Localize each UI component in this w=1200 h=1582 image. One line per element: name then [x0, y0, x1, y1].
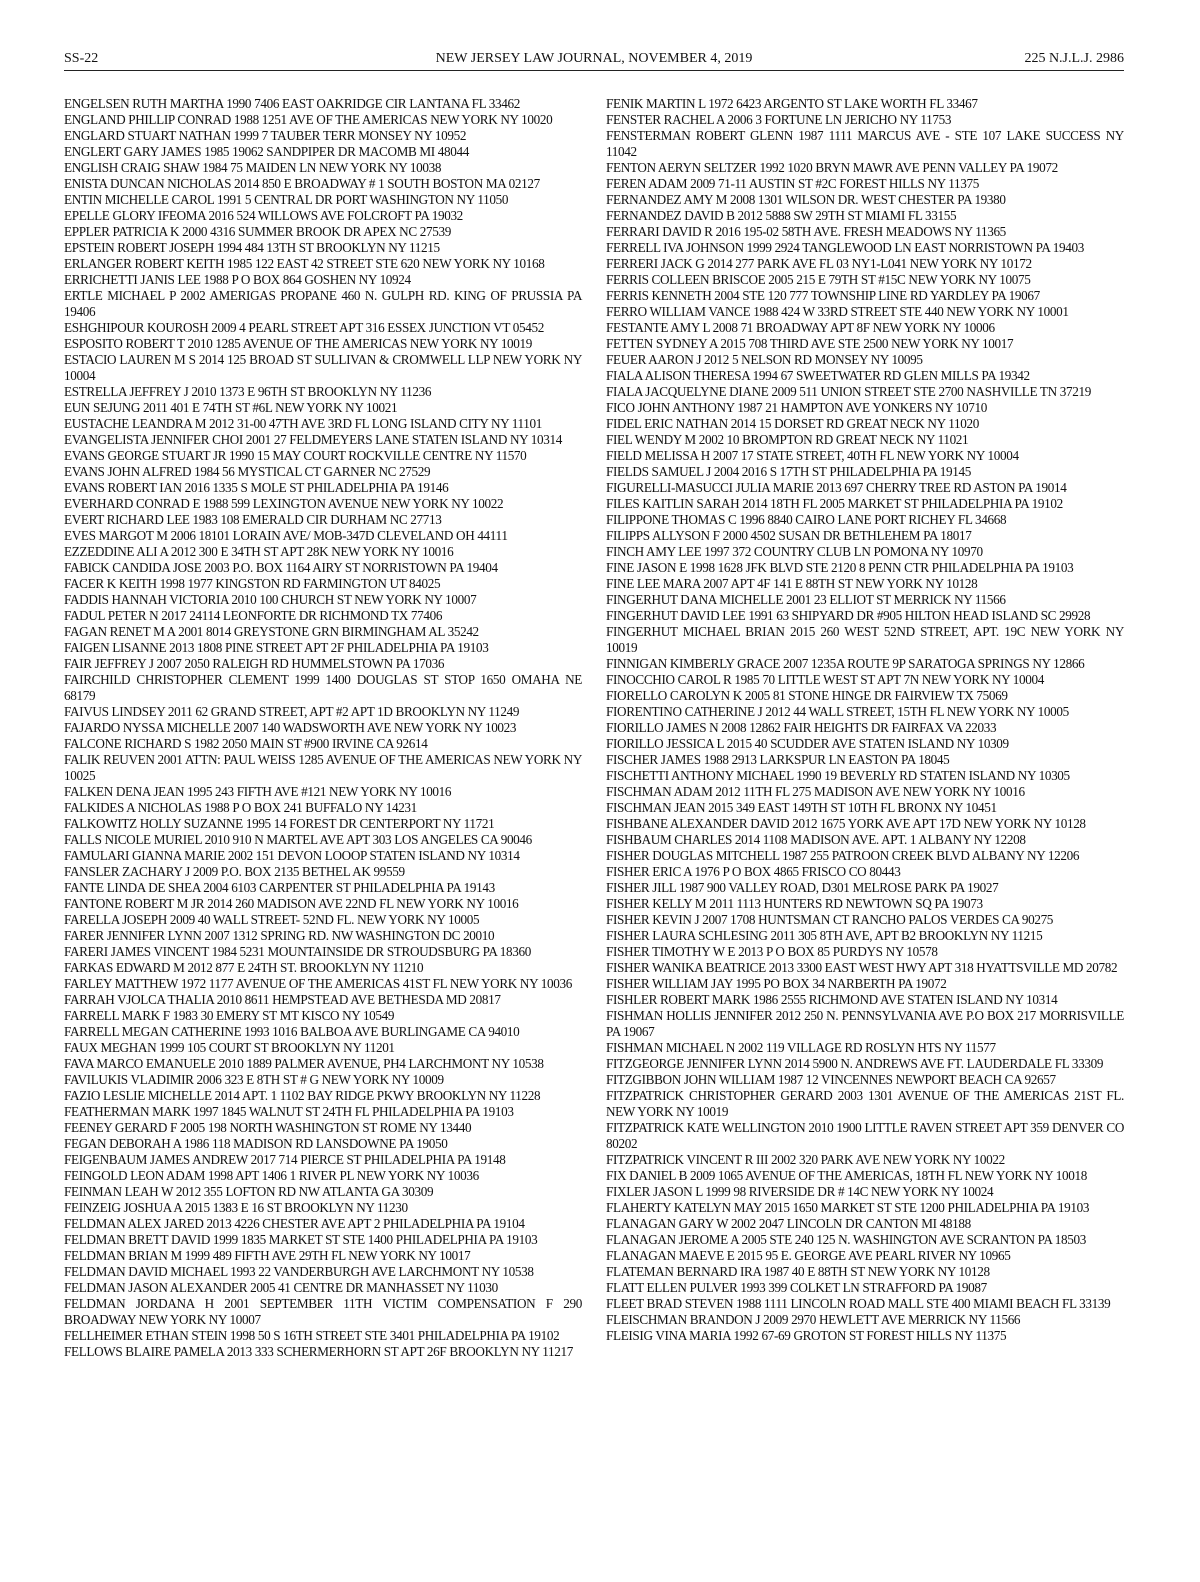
attorney-entry: FIORELLO CAROLYN K 2005 81 STONE HINGE DR FAIRVIEW TX 75069 [606, 688, 1008, 703]
attorney-entry: FETTEN SYDNEY A 2015 708 THIRD AVE STE 2500 NEW YORK NY 10017 [606, 336, 1014, 351]
attorney-entry: FILIPPS ALLYSON F 2000 4502 SUSAN DR BETHLEHEM PA 18017 [606, 528, 972, 543]
attorney-entry: FISCHER JAMES 1988 2913 LARKSPUR LN EASTON PA 18045 [606, 752, 950, 767]
attorney-entry: FLEISIG VINA MARIA 1992 67-69 GROTON ST FOREST HILLS NY 11375 [606, 1328, 1007, 1343]
publication-title: NEW JERSEY LAW JOURNAL, NOVEMBER 4, 2019 [435, 51, 753, 66]
attorney-entry: FIGURELLI-MASUCCI JULIA MARIE 2013 697 CHERRY TREE RD ASTON PA 19014 [606, 480, 1067, 495]
attorney-entry: ENGLARD STUART NATHAN 1999 7 TAUBER TERR MONSEY NY 10952 [64, 128, 467, 143]
attorney-entry: FINE JASON E 1998 1628 JFK BLVD STE 2120 8 PENN CTR PHILADELPHIA PA 19103 [606, 560, 1074, 575]
attorney-entry: ERLANGER ROBERT KEITH 1985 122 EAST 42 STREET STE 620 NEW YORK NY 10168 [64, 256, 545, 271]
attorney-entry: FARRAH VJOLCA THALIA 2010 8611 HEMPSTEAD AVE BETHESDA MD 20817 [64, 992, 501, 1007]
attorney-entry: FINE LEE MARA 2007 APT 4F 141 E 88TH ST NEW YORK NY 10128 [606, 576, 978, 591]
attorney-entry: FILIPPONE THOMAS C 1996 8840 CAIRO LANE PORT RICHEY FL 34668 [606, 512, 1007, 527]
attorney-entry: FARER JENNIFER LYNN 2007 1312 SPRING RD. NW WASHINGTON DC 20010 [64, 928, 495, 943]
attorney-entry: FANSLER ZACHARY J 2009 P.O. BOX 2135 BETHEL AK 99559 [64, 864, 405, 879]
attorney-entry: FAIR JEFFREY J 2007 2050 RALEIGH RD HUMMELSTOWN PA 17036 [64, 656, 445, 671]
attorney-entry: FLANAGAN GARY W 2002 2047 LINCOLN DR CANTON MI 48188 [606, 1216, 971, 1231]
attorney-entry: FIELDS SAMUEL J 2004 2016 S 17TH ST PHILADELPHIA PA 19145 [606, 464, 971, 479]
attorney-entry: FALKEN DENA JEAN 1995 243 FIFTH AVE #121 NEW YORK NY 10016 [64, 784, 452, 799]
attorney-entry: FENSTERMAN ROBERT GLENN 1987 1111 MARCUS AVE - STE 107 LAKE SUCCESS NY 11042 [606, 128, 1124, 159]
left-column [64, 96, 582, 1360]
attorney-entry: FISHER JILL 1987 900 VALLEY ROAD, D301 MELROSE PARK PA 19027 [606, 880, 999, 895]
attorney-entry: FAIGEN LISANNE 2013 1808 PINE STREET APT 2F PHILADELPHIA PA 19103 [64, 640, 489, 655]
attorney-entry: FIALA JACQUELYNE DIANE 2009 511 UNION STREET STE 2700 NASHVILLE TN 37219 [606, 384, 1091, 399]
attorney-entry: FILES KAITLIN SARAH 2014 18TH FL 2005 MARKET ST PHILADELPHIA PA 19102 [606, 496, 1063, 511]
attorney-entry: FLEET BRAD STEVEN 1988 1111 LINCOLN ROAD MALL STE 400 MIAMI BEACH FL 33139 [606, 1296, 1111, 1311]
attorney-entry: EUN SEJUNG 2011 401 E 74TH ST #6L NEW YORK NY 10021 [64, 400, 398, 415]
attorney-entry: EVANGELISTA JENNIFER CHOI 2001 27 FELDMEYERS LANE STATEN ISLAND NY 10314 [64, 432, 562, 447]
attorney-entry: FISHER DOUGLAS MITCHELL 1987 255 PATROON CREEK BLVD ALBANY NY 12206 [606, 848, 1080, 863]
attorney-entry: FARELLA JOSEPH 2009 40 WALL STREET- 52ND FL. NEW YORK NY 10005 [64, 912, 480, 927]
attorney-entry: FEUER AARON J 2012 5 NELSON RD MONSEY NY 10095 [606, 352, 923, 367]
attorney-entry: ENISTA DUNCAN NICHOLAS 2014 850 E BROADWAY # 1 SOUTH BOSTON MA 02127 [64, 176, 540, 191]
attorney-entry: FARKAS EDWARD M 2012 877 E 24TH ST. BROOKLYN NY 11210 [64, 960, 424, 975]
attorney-entry: FENTON AERYN SELTZER 1992 1020 BRYN MAWR AVE PENN VALLEY PA 19072 [606, 160, 1058, 175]
attorney-entry: FAVILUKIS VLADIMIR 2006 323 E 8TH ST # G NEW YORK NY 10009 [64, 1072, 444, 1087]
attorney-entry: FIELD MELISSA H 2007 17 STATE STREET, 40TH FL NEW YORK NY 10004 [606, 448, 1019, 463]
attorney-entry: FERRIS COLLEEN BRISCOE 2005 215 E 79TH ST #15C NEW YORK NY 10075 [606, 272, 1031, 287]
attorney-entry: FAUX MEGHAN 1999 105 COURT ST BROOKLYN NY 11201 [64, 1040, 395, 1055]
attorney-entry: FELLHEIMER ETHAN STEIN 1998 50 S 16TH STREET STE 3401 PHILADELPHIA PA 19102 [64, 1328, 560, 1343]
attorney-entry: FISHBAUM CHARLES 2014 1108 MADISON AVE. APT. 1 ALBANY NY 12208 [606, 832, 1026, 847]
attorney-entry: FAZIO LESLIE MICHELLE 2014 APT. 1 1102 BAY RIDGE PKWY BROOKLYN NY 11228 [64, 1088, 541, 1103]
attorney-entry: FEIGENBAUM JAMES ANDREW 2017 714 PIERCE ST PHILADELPHIA PA 19148 [64, 1152, 506, 1167]
attorney-entry: FERRELL IVA JOHNSON 1999 2924 TANGLEWOOD LN EAST NORRISTOWN PA 19403 [606, 240, 1085, 255]
attorney-entry: FABICK CANDIDA JOSE 2003 P.O. BOX 1164 AIRY ST NORRISTOWN PA 19404 [64, 560, 498, 575]
attorney-entry: FLAHERTY KATELYN MAY 2015 1650 MARKET ST STE 1200 PHILADELPHIA PA 19103 [606, 1200, 1090, 1215]
attorney-entry: EPSTEIN ROBERT JOSEPH 1994 484 13TH ST BROOKLYN NY 11215 [64, 240, 440, 255]
attorney-entry: FARRELL MARK F 1983 30 EMERY ST MT KISCO NY 10549 [64, 1008, 395, 1023]
attorney-entry: EVANS JOHN ALFRED 1984 56 MYSTICAL CT GARNER NC 27529 [64, 464, 431, 479]
attorney-entry: EVERT RICHARD LEE 1983 108 EMERALD CIR DURHAM NC 27713 [64, 512, 442, 527]
attorney-entry: EVANS ROBERT IAN 2016 1335 S MOLE ST PHILADELPHIA PA 19146 [64, 480, 449, 495]
attorney-entry: FELDMAN ALEX JARED 2013 4226 CHESTER AVE APT 2 PHILADELPHIA PA 19104 [64, 1216, 525, 1231]
attorney-entry: FAVA MARCO EMANUELE 2010 1889 PALMER AVENUE, PH4 LARCHMONT NY 10538 [64, 1056, 544, 1071]
attorney-entry: FLATT ELLEN PULVER 1993 399 COLKET LN STRAFFORD PA 19087 [606, 1280, 987, 1295]
attorney-entry: ESPOSITO ROBERT T 2010 1285 AVENUE OF THE AMERICAS NEW YORK NY 10019 [64, 336, 533, 351]
attorney-entry: FICO JOHN ANTHONY 1987 21 HAMPTON AVE YONKERS NY 10710 [606, 400, 988, 415]
attorney-entry: EZZEDDINE ALI A 2012 300 E 34TH ST APT 28K NEW YORK NY 10016 [64, 544, 454, 559]
attorney-entry: FITZGEORGE JENNIFER LYNN 2014 5900 N. ANDREWS AVE FT. LAUDERDALE FL 33309 [606, 1056, 1104, 1071]
attorney-entry: FIEL WENDY M 2002 10 BROMPTON RD GREAT NECK NY 11021 [606, 432, 969, 447]
attorney-entry: FEREN ADAM 2009 71-11 AUSTIN ST #2C FOREST HILLS NY 11375 [606, 176, 980, 191]
attorney-entry: EPPLER PATRICIA K 2000 4316 SUMMER BROOK DR APEX NC 27539 [64, 224, 451, 239]
attorney-entry: FIORILLO JAMES N 2008 12862 FAIR HEIGHTS DR FAIRFAX VA 22033 [606, 720, 997, 735]
attorney-entry: ENTIN MICHELLE CAROL 1991 5 CENTRAL DR PORT WASHINGTON NY 11050 [64, 192, 509, 207]
attorney-entry: FISHER KELLY M 2011 1113 HUNTERS RD NEWTOWN SQ PA 19073 [606, 896, 983, 911]
attorney-entry: FINCH AMY LEE 1997 372 COUNTRY CLUB LN POMONA NY 10970 [606, 544, 983, 559]
attorney-entry: FEGAN DEBORAH A 1986 118 MADISON RD LANSDOWNE PA 19050 [64, 1136, 448, 1151]
attorney-entry: ERRICHETTI JANIS LEE 1988 P O BOX 864 GOSHEN NY 10924 [64, 272, 411, 287]
attorney-entry: FEATHERMAN MARK 1997 1845 WALNUT ST 24TH FL PHILADELPHIA PA 19103 [64, 1104, 514, 1119]
attorney-entry: EVES MARGOT M 2006 18101 LORAIN AVE/ MOB-347D CLEVELAND OH 44111 [64, 528, 508, 543]
page-header [64, 50, 1124, 71]
attorney-entry: FAIRCHILD CHRISTOPHER CLEMENT 1999 1400 DOUGLAS ST STOP 1650 OMAHA NE 68179 [64, 672, 582, 703]
attorney-entry: FANTE LINDA DE SHEA 2004 6103 CARPENTER ST PHILADELPHIA PA 19143 [64, 880, 495, 895]
attorney-entry: FALKOWITZ HOLLY SUZANNE 1995 14 FOREST DR CENTERPORT NY 11721 [64, 816, 495, 831]
attorney-entry: FIDEL ERIC NATHAN 2014 15 DORSET RD GREAT NECK NY 11020 [606, 416, 979, 431]
attorney-entry: FISHER TIMOTHY W E 2013 P O BOX 85 PURDYS NY 10578 [606, 944, 938, 959]
attorney-entry: FITZPATRICK CHRISTOPHER GERARD 2003 1301 AVENUE OF THE AMERICAS 21ST FL. NEW YORK NY 10019 [606, 1088, 1124, 1119]
attorney-entry: FISCHMAN JEAN 2015 349 EAST 149TH ST 10TH FL BRONX NY 10451 [606, 800, 997, 815]
attorney-entry: FELDMAN JASON ALEXANDER 2005 41 CENTRE DR MANHASSET NY 11030 [64, 1280, 498, 1295]
attorney-entry: FIXLER JASON L 1999 98 RIVERSIDE DR # 14C NEW YORK NY 10024 [606, 1184, 994, 1199]
attorney-entry: FISCHETTI ANTHONY MICHAEL 1990 19 BEVERLY RD STATEN ISLAND NY 10305 [606, 768, 1070, 783]
attorney-entry: FEINZEIG JOSHUA A 2015 1383 E 16 ST BROOKLYN NY 11230 [64, 1200, 408, 1215]
attorney-entry: FIALA ALISON THERESA 1994 67 SWEETWATER RD GLEN MILLS PA 19342 [606, 368, 1030, 383]
attorney-entry: FISHER LAURA SCHLESING 2011 305 8TH AVE, APT B2 BROOKLYN NY 11215 [606, 928, 1043, 943]
attorney-entry: EVERHARD CONRAD E 1988 599 LEXINGTON AVENUE NEW YORK NY 10022 [64, 496, 504, 511]
attorney-entry: FAGAN RENET M A 2001 8014 GREYSTONE GRN BIRMINGHAM AL 35242 [64, 624, 479, 639]
attorney-entry: FERRO WILLIAM VANCE 1988 424 W 33RD STREET STE 440 NEW YORK NY 10001 [606, 304, 1069, 319]
attorney-entry: FINOCCHIO CAROL R 1985 70 LITTLE WEST ST APT 7N NEW YORK NY 10004 [606, 672, 1044, 687]
attorney-entry: FAIVUS LINDSEY 2011 62 GRAND STREET, APT #2 APT 1D BROOKLYN NY 11249 [64, 704, 520, 719]
citation: 225 N.J.L.J. 2986 [1024, 51, 1124, 66]
attorney-entry: FINGERHUT DAVID LEE 1991 63 SHIPYARD DR #905 HILTON HEAD ISLAND SC 29928 [606, 608, 1091, 623]
attorney-entry: FIORENTINO CATHERINE J 2012 44 WALL STREET, 15TH FL NEW YORK NY 10005 [606, 704, 1069, 719]
attorney-entry: FERNANDEZ AMY M 2008 1301 WILSON DR. WEST CHESTER PA 19380 [606, 192, 1006, 207]
attorney-entry: FITZPATRICK KATE WELLINGTON 2010 1900 LITTLE RAVEN STREET APT 359 DENVER CO 80202 [606, 1120, 1124, 1151]
attorney-entry: EVANS GEORGE STUART JR 1990 15 MAY COURT ROCKVILLE CENTRE NY 11570 [64, 448, 527, 463]
attorney-entry: FEINMAN LEAH W 2012 355 LOFTON RD NW ATLANTA GA 30309 [64, 1184, 434, 1199]
attorney-entry: ENGELSEN RUTH MARTHA 1990 7406 EAST OAKRIDGE CIR LANTANA FL 33462 [64, 96, 521, 111]
attorney-entry: FENIK MARTIN L 1972 6423 ARGENTO ST LAKE WORTH FL 33467 [606, 96, 978, 111]
attorney-entry: FLANAGAN JEROME A 2005 STE 240 125 N. WASHINGTON AVE SCRANTON PA 18503 [606, 1232, 1086, 1247]
attorney-entry: EUSTACHE LEANDRA M 2012 31-00 47TH AVE 3RD FL LONG ISLAND CITY NY 11101 [64, 416, 543, 431]
attorney-entry: FADDIS HANNAH VICTORIA 2010 100 CHURCH ST NEW YORK NY 10007 [64, 592, 477, 607]
attorney-entry: ENGLISH CRAIG SHAW 1984 75 MAIDEN LN NEW YORK NY 10038 [64, 160, 442, 175]
attorney-entry: FIX DANIEL B 2009 1065 AVENUE OF THE AMERICAS, 18TH FL NEW YORK NY 10018 [606, 1168, 1087, 1183]
attorney-entry: FANTONE ROBERT M JR 2014 260 MADISON AVE 22ND FL NEW YORK NY 10016 [64, 896, 519, 911]
attorney-entry: FERRARI DAVID R 2016 195-02 58TH AVE. FRESH MEADOWS NY 11365 [606, 224, 1006, 239]
page-id: SS-22 [64, 51, 99, 66]
attorney-entry: FELDMAN JORDANA H 2001 SEPTEMBER 11TH VICTIM COMPENSATION F 290 BROADWAY NEW YORK NY 10007 [64, 1296, 582, 1327]
attorney-entry: FELDMAN BRIAN M 1999 489 FIFTH AVE 29TH FL NEW YORK NY 10017 [64, 1248, 471, 1263]
attorney-entry: ESTRELLA JEFFREY J 2010 1373 E 96TH ST BROOKLYN NY 11236 [64, 384, 432, 399]
attorney-entry: FEINGOLD LEON ADAM 1998 APT 1406 1 RIVER PL NEW YORK NY 10036 [64, 1168, 479, 1183]
attorney-entry: ENGLERT GARY JAMES 1985 19062 SANDPIPER DR MACOMB MI 48044 [64, 144, 469, 159]
attorney-entry: FERRERI JACK G 2014 277 PARK AVE FL 03 NY1-L041 NEW YORK NY 10172 [606, 256, 1032, 271]
attorney-entry: FISHMAN HOLLIS JENNIFER 2012 250 N. PENNSYLVANIA AVE P.O BOX 217 MORRISVILLE PA 19067 [606, 1008, 1124, 1039]
attorney-entry: FALCONE RICHARD S 1982 2050 MAIN ST #900 IRVINE CA 92614 [64, 736, 428, 751]
attorney-entry: FISHER KEVIN J 2007 1708 HUNTSMAN CT RANCHO PALOS VERDES CA 90275 [606, 912, 1054, 927]
attorney-entry: FINGERHUT MICHAEL BRIAN 2015 260 WEST 52ND STREET, APT. 19C NEW YORK NY 10019 [606, 624, 1124, 655]
attorney-entry: FISHMAN MICHAEL N 2002 119 VILLAGE RD ROSLYN HTS NY 11577 [606, 1040, 996, 1055]
attorney-entry: FESTANTE AMY L 2008 71 BROADWAY APT 8F NEW YORK NY 10006 [606, 320, 995, 335]
attorney-entry: FIORILLO JESSICA L 2015 40 SCUDDER AVE STATEN ISLAND NY 10309 [606, 736, 1009, 751]
attorney-entry: FISHER WANIKA BEATRICE 2013 3300 EAST WEST HWY APT 318 HYATTSVILLE MD 20782 [606, 960, 1118, 975]
attorney-entry: EPELLE GLORY IFEOMA 2016 524 WILLOWS AVE FOLCROFT PA 19032 [64, 208, 463, 223]
attorney-entry: FISHER WILLIAM JAY 1995 PO BOX 34 NARBERTH PA 19072 [606, 976, 947, 991]
attorney-entry: FALIK REUVEN 2001 ATTN: PAUL WEISS 1285 AVENUE OF THE AMERICAS NEW YORK NY 10025 [64, 752, 582, 783]
right-column [606, 96, 1124, 1344]
attorney-entry: FELLOWS BLAIRE PAMELA 2013 333 SCHERMERHORN ST APT 26F BROOKLYN NY 11217 [64, 1344, 573, 1359]
attorney-entry: ERTLE MICHAEL P 2002 AMERIGAS PROPANE 460 N. GULPH RD. KING OF PRUSSIA PA 19406 [64, 288, 582, 319]
attorney-entry: FENSTER RACHEL A 2006 3 FORTUNE LN JERICHO NY 11753 [606, 112, 952, 127]
attorney-entry: FARERI JAMES VINCENT 1984 5231 MOUNTAINSIDE DR STROUDSBURG PA 18360 [64, 944, 532, 959]
attorney-entry: ESHGHIPOUR KOUROSH 2009 4 PEARL STREET APT 316 ESSEX JUNCTION VT 05452 [64, 320, 544, 335]
attorney-entry: FARRELL MEGAN CATHERINE 1993 1016 BALBOA AVE BURLINGAME CA 94010 [64, 1024, 520, 1039]
attorney-entry: FELDMAN BRETT DAVID 1999 1835 MARKET ST STE 1400 PHILADELPHIA PA 19103 [64, 1232, 538, 1247]
attorney-entry: FARLEY MATTHEW 1972 1177 AVENUE OF THE AMERICAS 41ST FL NEW YORK NY 10036 [64, 976, 572, 991]
attorney-entry: FEENEY GERARD F 2005 198 NORTH WASHINGTON ST ROME NY 13440 [64, 1120, 472, 1135]
attorney-entry: FERRIS KENNETH 2004 STE 120 777 TOWNSHIP LINE RD YARDLEY PA 19067 [606, 288, 1040, 303]
attorney-entry: FISCHMAN ADAM 2012 11TH FL 275 MADISON AVE NEW YORK NY 10016 [606, 784, 1025, 799]
attorney-entry: FITZGIBBON JOHN WILLIAM 1987 12 VINCENNES NEWPORT BEACH CA 92657 [606, 1072, 1056, 1087]
attorney-entry: FISHBANE ALEXANDER DAVID 2012 1675 YORK AVE APT 17D NEW YORK NY 10128 [606, 816, 1086, 831]
attorney-entry: FAJARDO NYSSA MICHELLE 2007 140 WADSWORTH AVE NEW YORK NY 10023 [64, 720, 517, 735]
attorney-entry: FACER K KEITH 1998 1977 KINGSTON RD FARMINGTON UT 84025 [64, 576, 441, 591]
attorney-entry: FERNANDEZ DAVID B 2012 5888 SW 29TH ST MIAMI FL 33155 [606, 208, 957, 223]
attorney-entry: FISHLER ROBERT MARK 1986 2555 RICHMOND AVE STATEN ISLAND NY 10314 [606, 992, 1058, 1007]
attorney-entry: FADUL PETER N 2017 24114 LEONFORTE DR RICHMOND TX 77406 [64, 608, 443, 623]
attorney-entry: FINNIGAN KIMBERLY GRACE 2007 1235A ROUTE 9P SARATOGA SPRINGS NY 12866 [606, 656, 1085, 671]
attorney-entry: FITZPATRICK VINCENT R III 2002 320 PARK AVE NEW YORK NY 10022 [606, 1152, 1005, 1167]
attorney-entry: FALKIDES A NICHOLAS 1988 P O BOX 241 BUFFALO NY 14231 [64, 800, 417, 815]
attorney-entry: FISHER ERIC A 1976 P O BOX 4865 FRISCO CO 80443 [606, 864, 901, 879]
attorney-entry: FALLS NICOLE MURIEL 2010 910 N MARTEL AVE APT 303 LOS ANGELES CA 90046 [64, 832, 532, 847]
attorney-entry: ESTACIO LAUREN M S 2014 125 BROAD ST SULLIVAN & CROMWELL LLP NEW YORK NY 10004 [64, 352, 582, 383]
attorney-entry: ENGLAND PHILLIP CONRAD 1988 1251 AVE OF THE AMERICAS NEW YORK NY 10020 [64, 112, 553, 127]
attorney-entry: FAMULARI GIANNA MARIE 2002 151 DEVON LOOOP STATEN ISLAND NY 10314 [64, 848, 520, 863]
attorney-entry: FINGERHUT DANA MICHELLE 2001 23 ELLIOT ST MERRICK NY 11566 [606, 592, 1006, 607]
attorney-entry: FELDMAN DAVID MICHAEL 1993 22 VANDERBURGH AVE LARCHMONT NY 10538 [64, 1264, 534, 1279]
attorney-entry: FLATEMAN BERNARD IRA 1987 40 E 88TH ST NEW YORK NY 10128 [606, 1264, 990, 1279]
attorney-entry: FLANAGAN MAEVE E 2015 95 E. GEORGE AVE PEARL RIVER NY 10965 [606, 1248, 1011, 1263]
attorney-entry: FLEISCHMAN BRANDON J 2009 2970 HEWLETT AVE MERRICK NY 11566 [606, 1312, 1021, 1327]
